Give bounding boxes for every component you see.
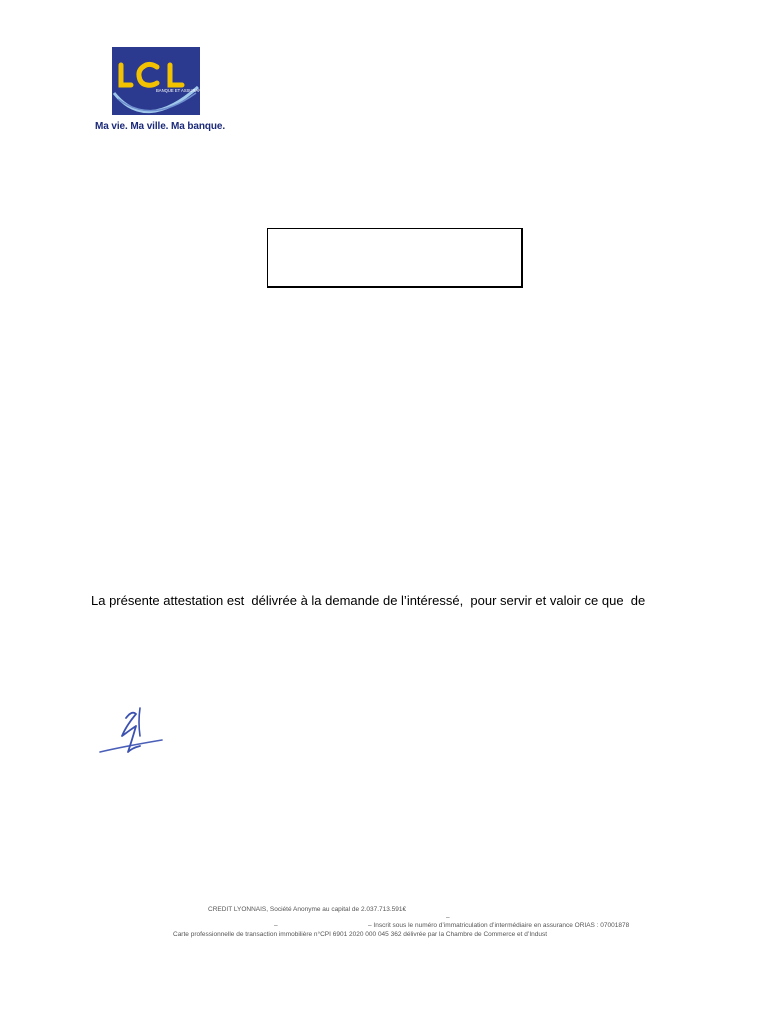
- handwritten-signature: [96, 702, 168, 762]
- logo-subtitle: BANQUE ET ASSURANCE: [156, 88, 208, 93]
- footer-company-line: CREDIT LYONNAIS, Société Anonyme au capital de 2.037.713.591€: [208, 906, 407, 913]
- logo-letter-l1: [121, 65, 131, 85]
- attestation-text: La présente attestation est délivrée à la demande de l’intéressé, pour servir et valoir ce que de: [91, 593, 646, 608]
- footer-dash: –: [446, 914, 450, 921]
- footer-card-line: Carte professionnelle de transaction immobilière n°CPI 6901 2020 000 045 362 délivrée par la Chambre de Commerce et d’Indust: [173, 931, 548, 938]
- logo-letter-l2: [170, 65, 182, 85]
- logo-letter-c: [139, 64, 157, 85]
- footer-orias-line: – Inscrit sous le numéro d’immatriculation d’intermédiaire en assurance ORIAS : 07001878: [368, 922, 630, 929]
- logo-tagline: Ma vie. Ma ville. Ma banque.: [95, 121, 226, 132]
- lcl-logo: [112, 47, 208, 115]
- lcl-logo-graphic: [112, 47, 208, 115]
- document-title-box: [267, 228, 523, 288]
- footer-dash-left: –: [274, 922, 278, 929]
